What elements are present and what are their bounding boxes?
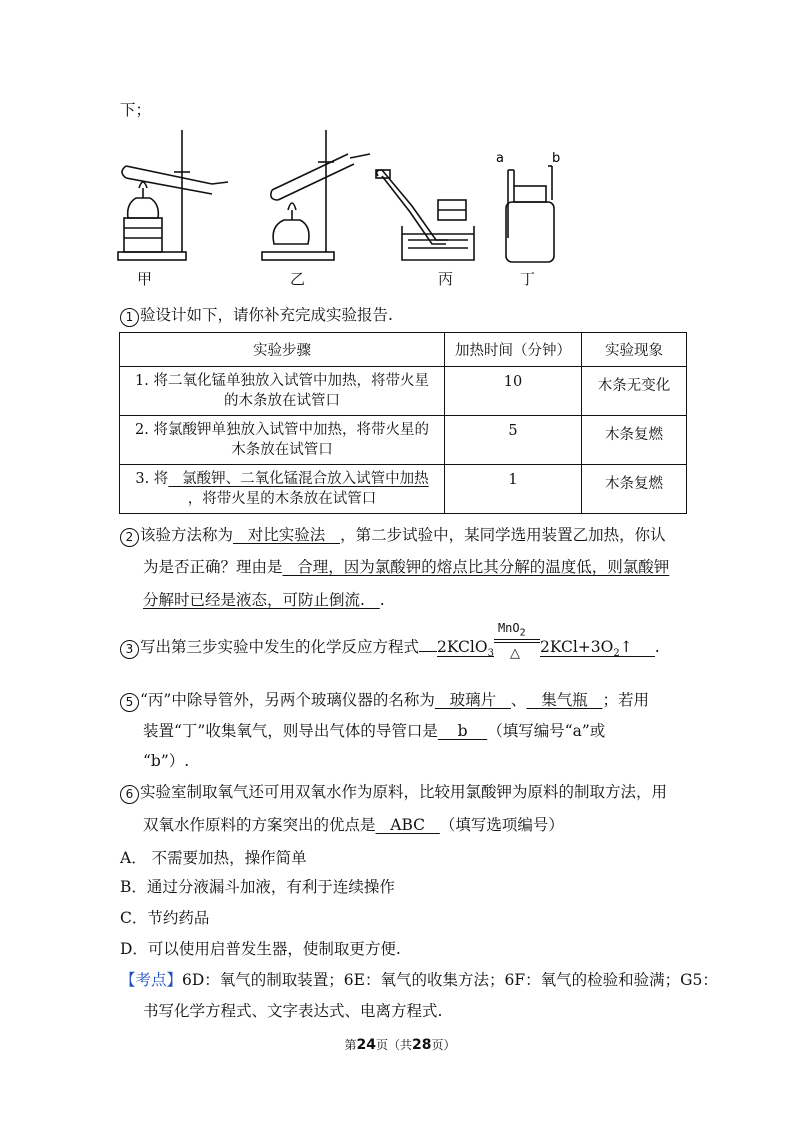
figure-label-bing: 丙 <box>438 270 454 288</box>
intro-text: 下； <box>120 101 152 119</box>
subscript: 2 <box>613 648 620 660</box>
answer-blank: 集气瓶 <box>526 691 603 709</box>
question-text: ；若用 <box>602 691 650 709</box>
kaodian-line-1 <box>120 970 718 990</box>
step-line: 木条放在试管口 <box>231 442 333 458</box>
apparatus-ding <box>506 166 554 262</box>
subscript: 2 <box>519 627 526 639</box>
footer-text: 页（共 <box>375 1038 412 1052</box>
phenomenon-cell: 木条复燃 <box>582 416 687 465</box>
footer-text: 第 <box>344 1038 357 1052</box>
question-text: （填写编号“a”或 <box>487 722 606 740</box>
question-number: 5 <box>120 693 139 712</box>
table-row <box>120 367 687 416</box>
option-b: B．通过分液漏斗加液，有利于连续操作 <box>120 878 395 896</box>
time-cell: 5 <box>445 416 582 465</box>
page-number: 24 <box>356 1037 376 1053</box>
question-text: 双氧水作原料的方案突出的优点是 <box>143 816 376 834</box>
question-text: . <box>379 591 385 609</box>
step-line <box>124 469 440 489</box>
header-phenomenon: 实验现象 <box>582 333 687 367</box>
page-footer <box>0 1036 800 1053</box>
question-number: 3 <box>120 640 139 659</box>
question-number: 2 <box>120 528 139 547</box>
step-prefix: 3. 将 <box>135 471 169 487</box>
apparatus-yi <box>262 130 370 260</box>
question-text: 该验方法称为 <box>140 526 234 544</box>
phenomenon-cell: 木条无变化 <box>582 367 687 416</box>
answer-blank: 合理，因为氯酸钾的熔点比其分解的温度低，则氯酸钾 <box>282 558 670 576</box>
tube-b-label: b <box>552 151 561 166</box>
question-text: 写出第三步实验中发生的化学反应方程式 <box>140 638 420 656</box>
question-text: . <box>654 638 660 656</box>
step-line: 2. 将氯酸钾单独放入试管中加热，将带火星的 <box>135 422 429 438</box>
question-5-line-1 <box>120 690 649 712</box>
table-row <box>120 416 687 465</box>
page-total: 28 <box>412 1037 432 1053</box>
kaodian-text: 6D：氧气的制取装置；6E：氧气的收集方法；6F：氧气的检验和验满；G5： <box>182 971 718 989</box>
answer-blank: b <box>437 722 488 740</box>
answer-blank: 对比实验法 <box>233 526 341 544</box>
question-6-line-1 <box>120 782 667 804</box>
table-header-row <box>120 333 687 367</box>
question-text: 实验室制取氧气还可用双氧水作为原料，比较用氯酸钾为原料的制取方法，用 <box>140 783 668 801</box>
equals-line-top <box>494 639 540 640</box>
figure-label-jia: 甲 <box>137 270 153 288</box>
catalyst: MnO <box>497 621 520 635</box>
gas-arrow: ↑ <box>619 638 633 656</box>
question-number: 6 <box>120 785 139 804</box>
table-row <box>120 465 687 514</box>
question-text: 、 <box>510 691 527 709</box>
question-2-line-2 <box>143 557 669 577</box>
answer-blank: 氯酸钾、二氧化锰混合放入试管中加热 <box>168 471 429 487</box>
question-2-line-3 <box>143 590 385 610</box>
equals-line-bottom <box>494 642 540 643</box>
footer-text: 页） <box>431 1038 456 1052</box>
header-time: 加热时间（分钟） <box>445 333 582 367</box>
question-1 <box>120 305 393 327</box>
kaodian-line-2: 书写化学方程式、文字表达式、电离方程式. <box>143 1002 443 1020</box>
question-text: 验设计如下，请你补充完成实验报告. <box>140 306 393 324</box>
answer-blank: 分解时已经是液态，可防止倒流. <box>143 591 380 609</box>
answer-blank-start <box>419 637 437 652</box>
option-a: A． 不需要加热，操作简单 <box>120 849 307 867</box>
question-text: 为是否正确？理由是 <box>143 558 283 576</box>
option-d: D．可以使用启普发生器，使制取更方便. <box>120 940 401 958</box>
subscript: 3 <box>487 648 494 660</box>
question-3 <box>120 621 660 664</box>
answer-blank: ABC <box>375 816 440 834</box>
question-text: （填写选项编号） <box>439 816 564 834</box>
kaodian-tag: 【考点】 <box>120 971 183 989</box>
step-cell <box>120 465 445 514</box>
step-line: 1. 将二氧化锰单独放入试管中加热，将带火星 <box>135 373 429 389</box>
question-text: ，第二步试验中，某同学选用装置乙加热，你认 <box>340 526 666 544</box>
figure-label-yi: 乙 <box>290 270 306 288</box>
step-line: ，将带火星的木条放在试管口 <box>187 491 377 507</box>
question-number: 1 <box>120 308 139 327</box>
reactant: 2KClO <box>437 638 488 656</box>
apparatus-figure <box>112 126 582 271</box>
step-cell <box>120 367 445 416</box>
time-cell: 1 <box>445 465 582 514</box>
figure-label-ding: 丁 <box>520 270 536 288</box>
time-cell: 10 <box>445 367 582 416</box>
phenomenon-cell: 木条复燃 <box>582 465 687 514</box>
tube-a-label: a <box>496 151 504 166</box>
product: 2KCl+3O <box>539 638 614 656</box>
question-6-line-2 <box>143 815 564 835</box>
option-c: C．节约药品 <box>120 909 210 927</box>
question-5-line-2 <box>143 721 605 741</box>
question-text: 装置“丁”收集氧气，则导出气体的导管口是 <box>143 722 438 740</box>
step-line: 的木条放在试管口 <box>224 393 340 409</box>
equation-right <box>539 638 655 660</box>
heat-symbol: △ <box>509 646 520 661</box>
reaction-condition <box>494 621 540 661</box>
step-cell <box>120 416 445 465</box>
header-step: 实验步骤 <box>120 333 445 367</box>
apparatus-jia <box>118 130 228 260</box>
apparatus-bing <box>376 170 474 260</box>
question-5-line-3: “b”）. <box>143 752 190 770</box>
experiment-report-table <box>119 332 687 514</box>
question-text: “丙”中除导管外，另两个玻璃仪器的名称为 <box>140 691 435 709</box>
equation-left <box>437 638 494 660</box>
question-2-line-1 <box>120 525 666 547</box>
answer-blank: 玻璃片 <box>434 691 511 709</box>
